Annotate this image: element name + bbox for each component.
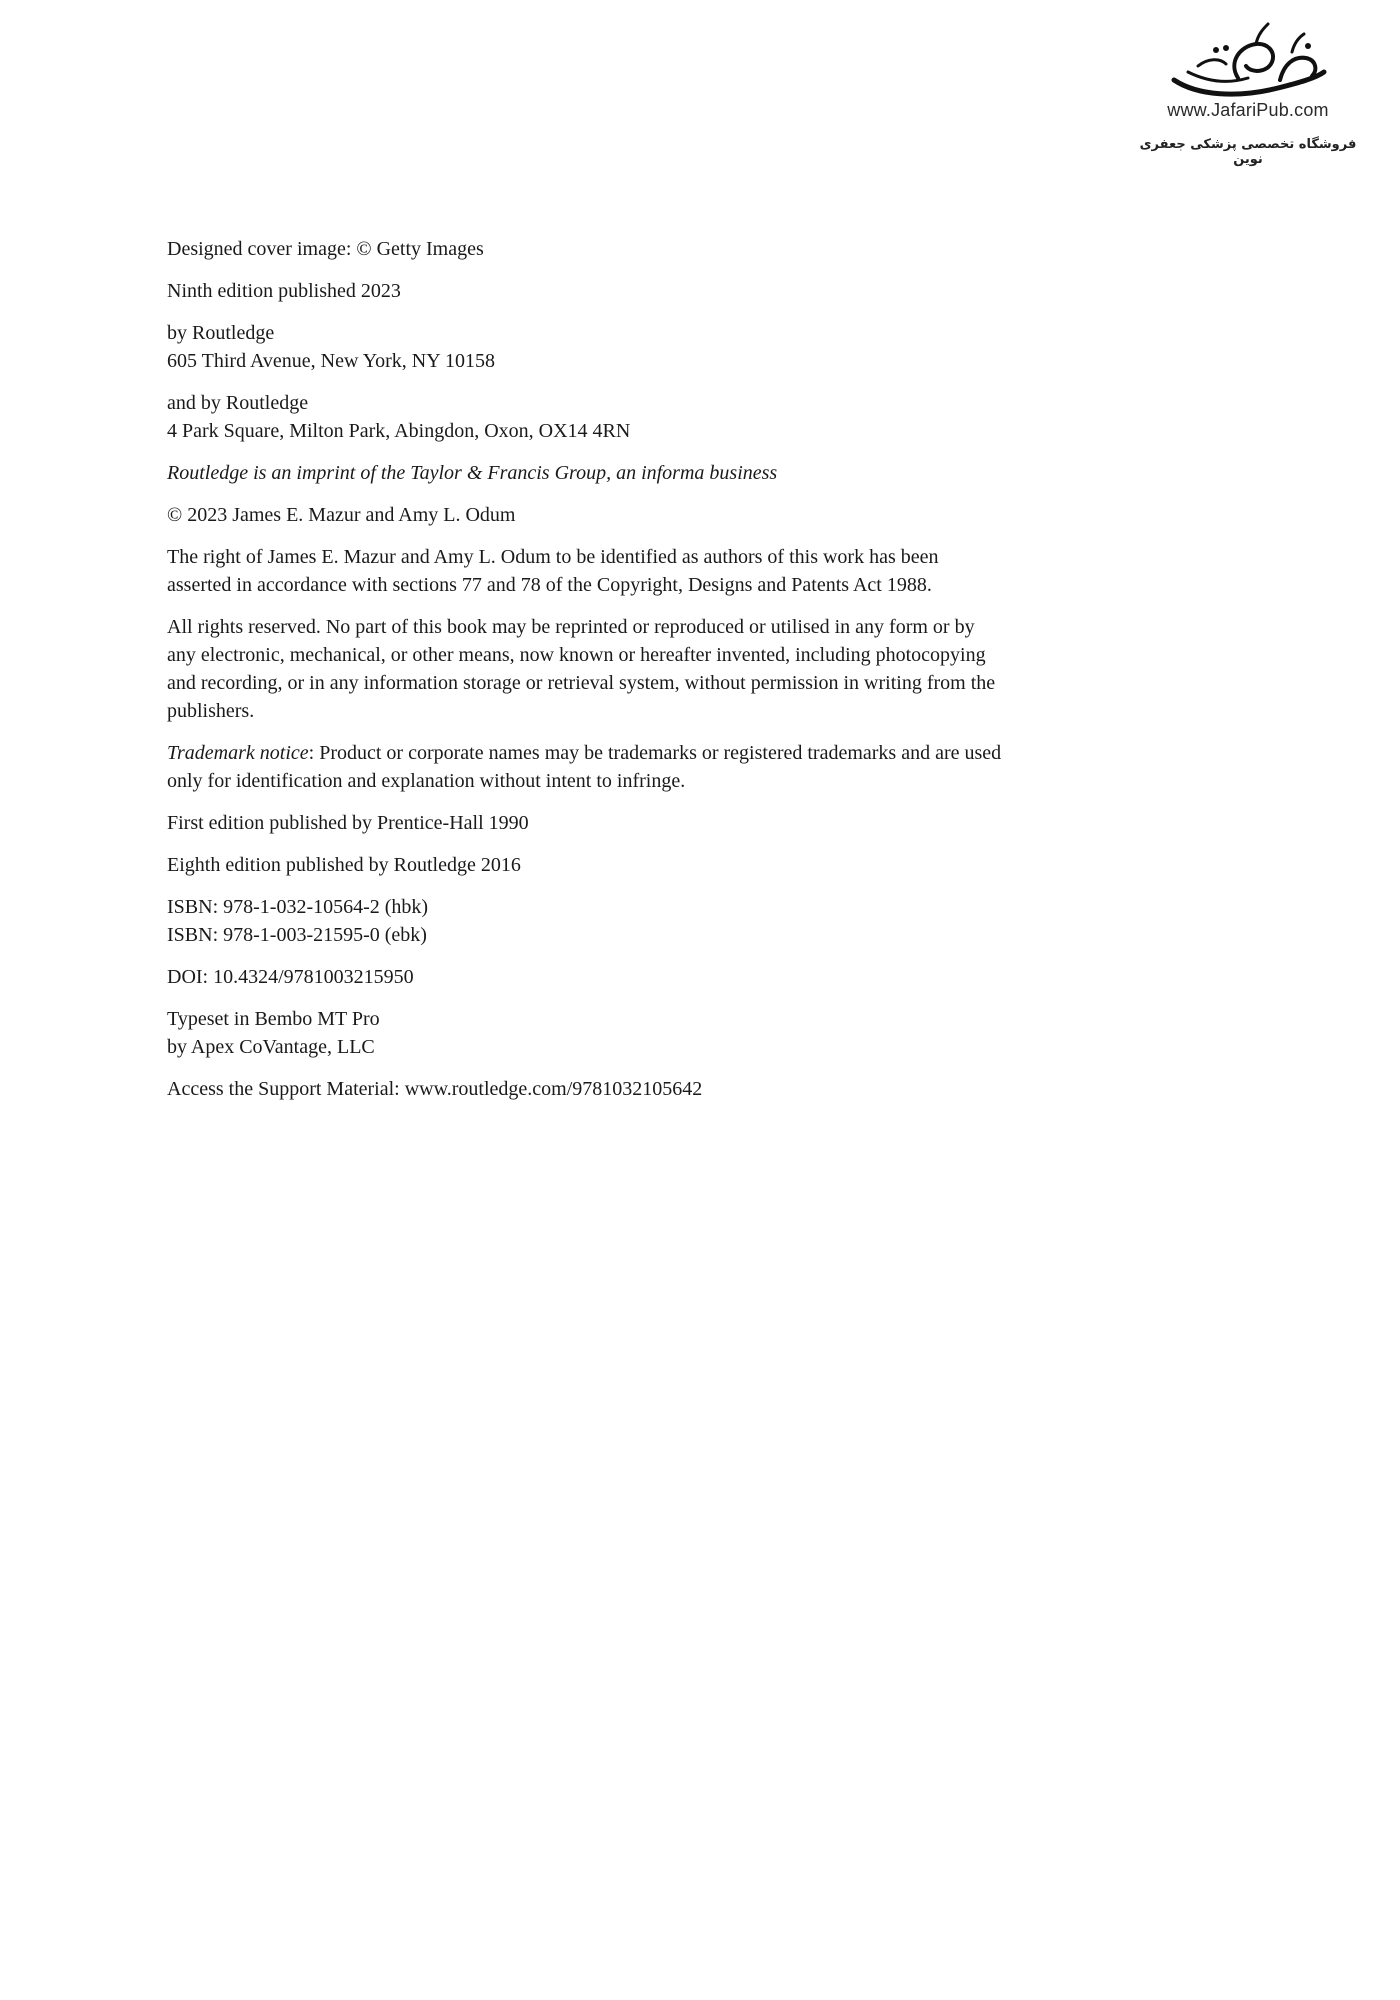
doi: DOI: 10.4324/9781003215950 xyxy=(167,966,414,988)
eighth-edition-statement: Eighth edition published by Routledge 2016 xyxy=(167,854,521,876)
rights-reserved-statement: All rights reserved. No part of this book may be reprinted or reproduced or utilised in any form or by any electronic, mechanical, or other means, now known or hereafter invented, including photocopying and recording, or in any information storage or retrieval system, without permission in writing from the publishers. xyxy=(167,616,996,722)
logo-tagline: فروشگاه تخصصی پزشکی جعفری نوین xyxy=(1139,137,1357,167)
copyright-statement: © 2023 James E. Mazur and Amy L. Odum xyxy=(167,504,516,526)
typeset-line1: Typeset in Bembo MT Pro xyxy=(167,1008,380,1030)
publisher-us-line2: 605 Third Avenue, New York, NY 10158 xyxy=(167,350,495,372)
publisher-uk-address xyxy=(167,389,1007,445)
publisher-uk-line1: and by Routledge xyxy=(167,392,309,414)
isbn-hbk: ISBN: 978-1-032-10564-2 (hbk) xyxy=(167,896,429,918)
trademark-text: : Product or corporate names may be trademarks or registered trademarks and are used only for identification and explanation without intent to infringe. xyxy=(167,742,1002,792)
copyright-page xyxy=(167,235,1007,1117)
first-edition-statement: First edition published by Prentice-Hall 1990 xyxy=(167,812,529,834)
typeset-statement xyxy=(167,1005,1007,1061)
trademark-label: Trademark notice xyxy=(167,742,309,764)
moral-rights-statement: The right of James E. Mazur and Amy L. Odum to be identified as authors of this work has been asserted in accordance with sections 77 and 78 of the Copyright, Designs and Patents Act 1988. xyxy=(167,546,939,596)
trademark-notice xyxy=(167,739,1007,795)
publisher-us-address xyxy=(167,319,1007,375)
cover-image-credit: Designed cover image: © Getty Images xyxy=(167,238,484,260)
calligraphy-logo-icon xyxy=(1168,22,1328,102)
publisher-uk-line2: 4 Park Square, Milton Park, Abingdon, Oxon, OX14 4RN xyxy=(167,420,631,442)
imprint-statement: Routledge is an imprint of the Taylor & Francis Group, an informa business xyxy=(167,462,778,484)
isbn-ebk: ISBN: 978-1-003-21595-0 (ebk) xyxy=(167,924,427,946)
support-material-link: Access the Support Material: www.routledge.com/9781032105642 xyxy=(167,1078,703,1100)
edition-statement: Ninth edition published 2023 xyxy=(167,280,401,302)
publisher-logo xyxy=(1128,22,1368,167)
publisher-us-line1: by Routledge xyxy=(167,322,275,344)
isbn-block xyxy=(167,893,1007,949)
logo-url: www.JafariPub.com xyxy=(1167,100,1329,120)
typeset-line2: by Apex CoVantage, LLC xyxy=(167,1036,375,1058)
